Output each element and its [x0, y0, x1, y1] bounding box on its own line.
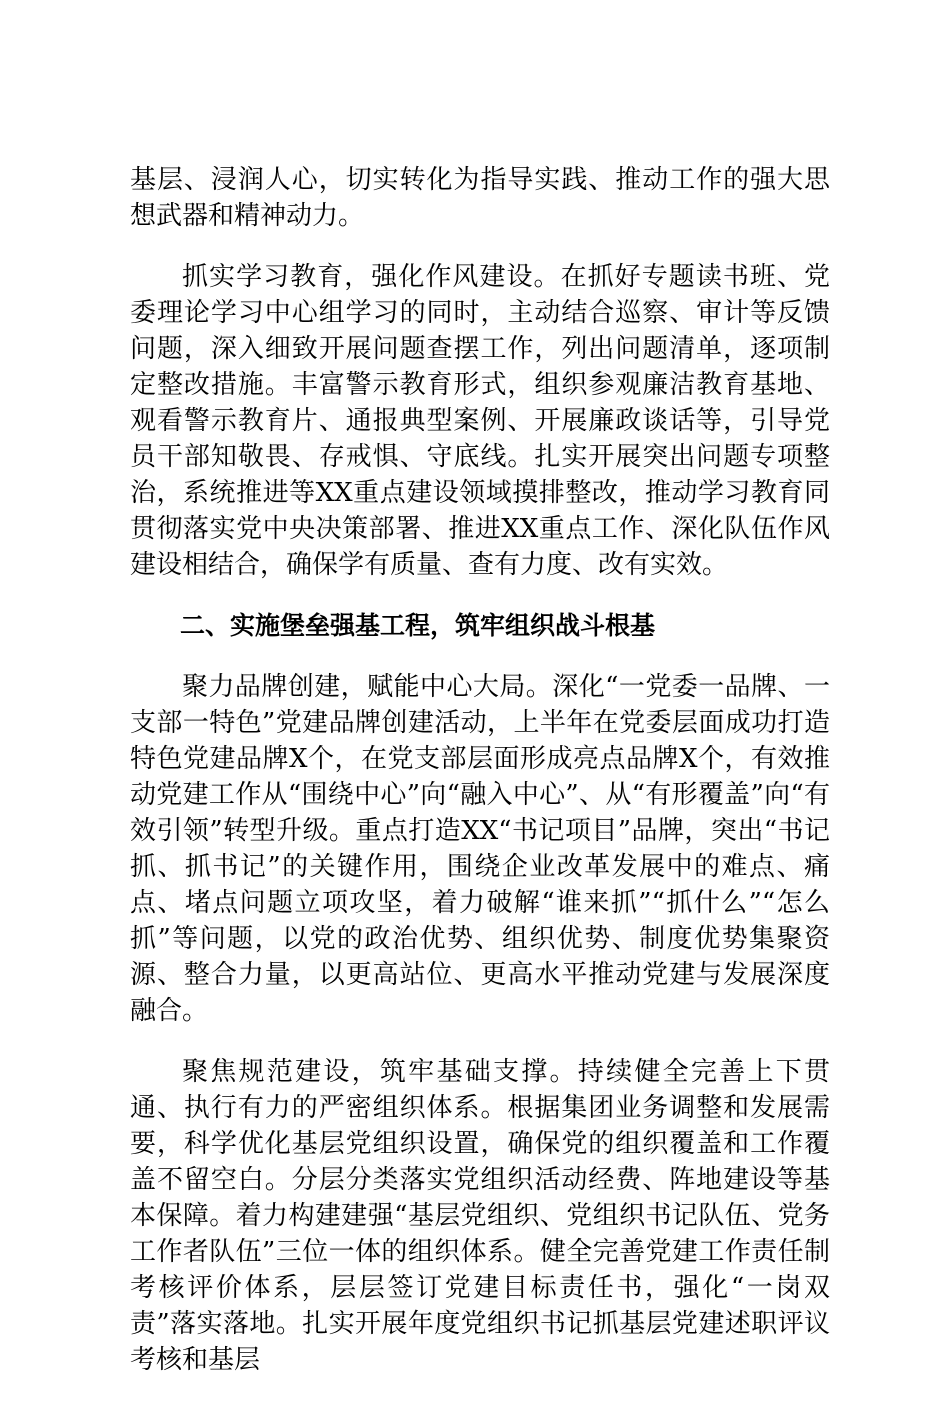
document-body — [130, 162, 830, 1403]
paragraph-study-education: 抓实学习教育，强化作风建设。在抓好专题读书班、党委理论学习中心组学习的同时，主动结合巡察、审计等反馈问题，深入细致开展问题查摆工作，列出问题清单，逐项制定整改措施。丰富警示教育形式，组织参观廉洁教育基地、观看警示教育片、通报典型案例、开展廉政谈话等，引导党员干部知敬畏、存戒惧、守底线。扎实开展突出问题专项整治，系统推进等XX重点建设领域摸排整改，推动学习教育同贯彻落实党中央决策部署、推进XX重点工作、深化队伍作风建设相结合，确保学有质量、查有力度、改有实效。 — [130, 262, 830, 580]
paragraph-standard-building: 聚焦规范建设，筑牢基础支撑。持续健全完善上下贯通、执行有力的严密组织体系。根据集团业务调整和发展需要，科学优化基层党组织设置，确保党的组织覆盖和工作覆盖不留空白。分层分类落实党组织活动经费、阵地建设等基本保障。着力构建建强“基层党组织、党组织书记队伍、党务工作者队伍”三位一体的组织体系。健全完善党建工作责任制考核评价体系，层层签订党建目标责任书，强化“一岗双责”落实落地。扎实开展年度党组织书记抓基层党建述职评议考核和基层 — [130, 1057, 830, 1375]
paragraph-brand-building: 聚力品牌创建，赋能中心大局。深化“一党委一品牌、一支部一特色”党建品牌创建活动，上半年在党委层面成功打造特色党建品牌X个，在党支部层面形成亮点品牌X个，有效推动党建工作从“围绕中心”向“融入中心”、从“有形覆盖”向“有效引领”转型升级。重点打造XX“书记项目”品牌，突出“书记抓、抓书记”的关键作用，围绕企业改革发展中的难点、痛点、堵点问题立项攻坚，着力破解“谁来抓”“抓什么”“怎么抓”等问题，以党的政治优势、组织优势、制度优势集聚资源、整合力量，以更高站位、更高水平推动党建与发展深度融合。 — [130, 672, 830, 1026]
section-heading: 二、实施堡垒强基工程，筑牢组织战斗根基 — [180, 611, 656, 640]
paragraph-continuation: 基层、浸润人心，切实转化为指导实践、推动工作的强大思想武器和精神动力。 — [130, 165, 830, 231]
